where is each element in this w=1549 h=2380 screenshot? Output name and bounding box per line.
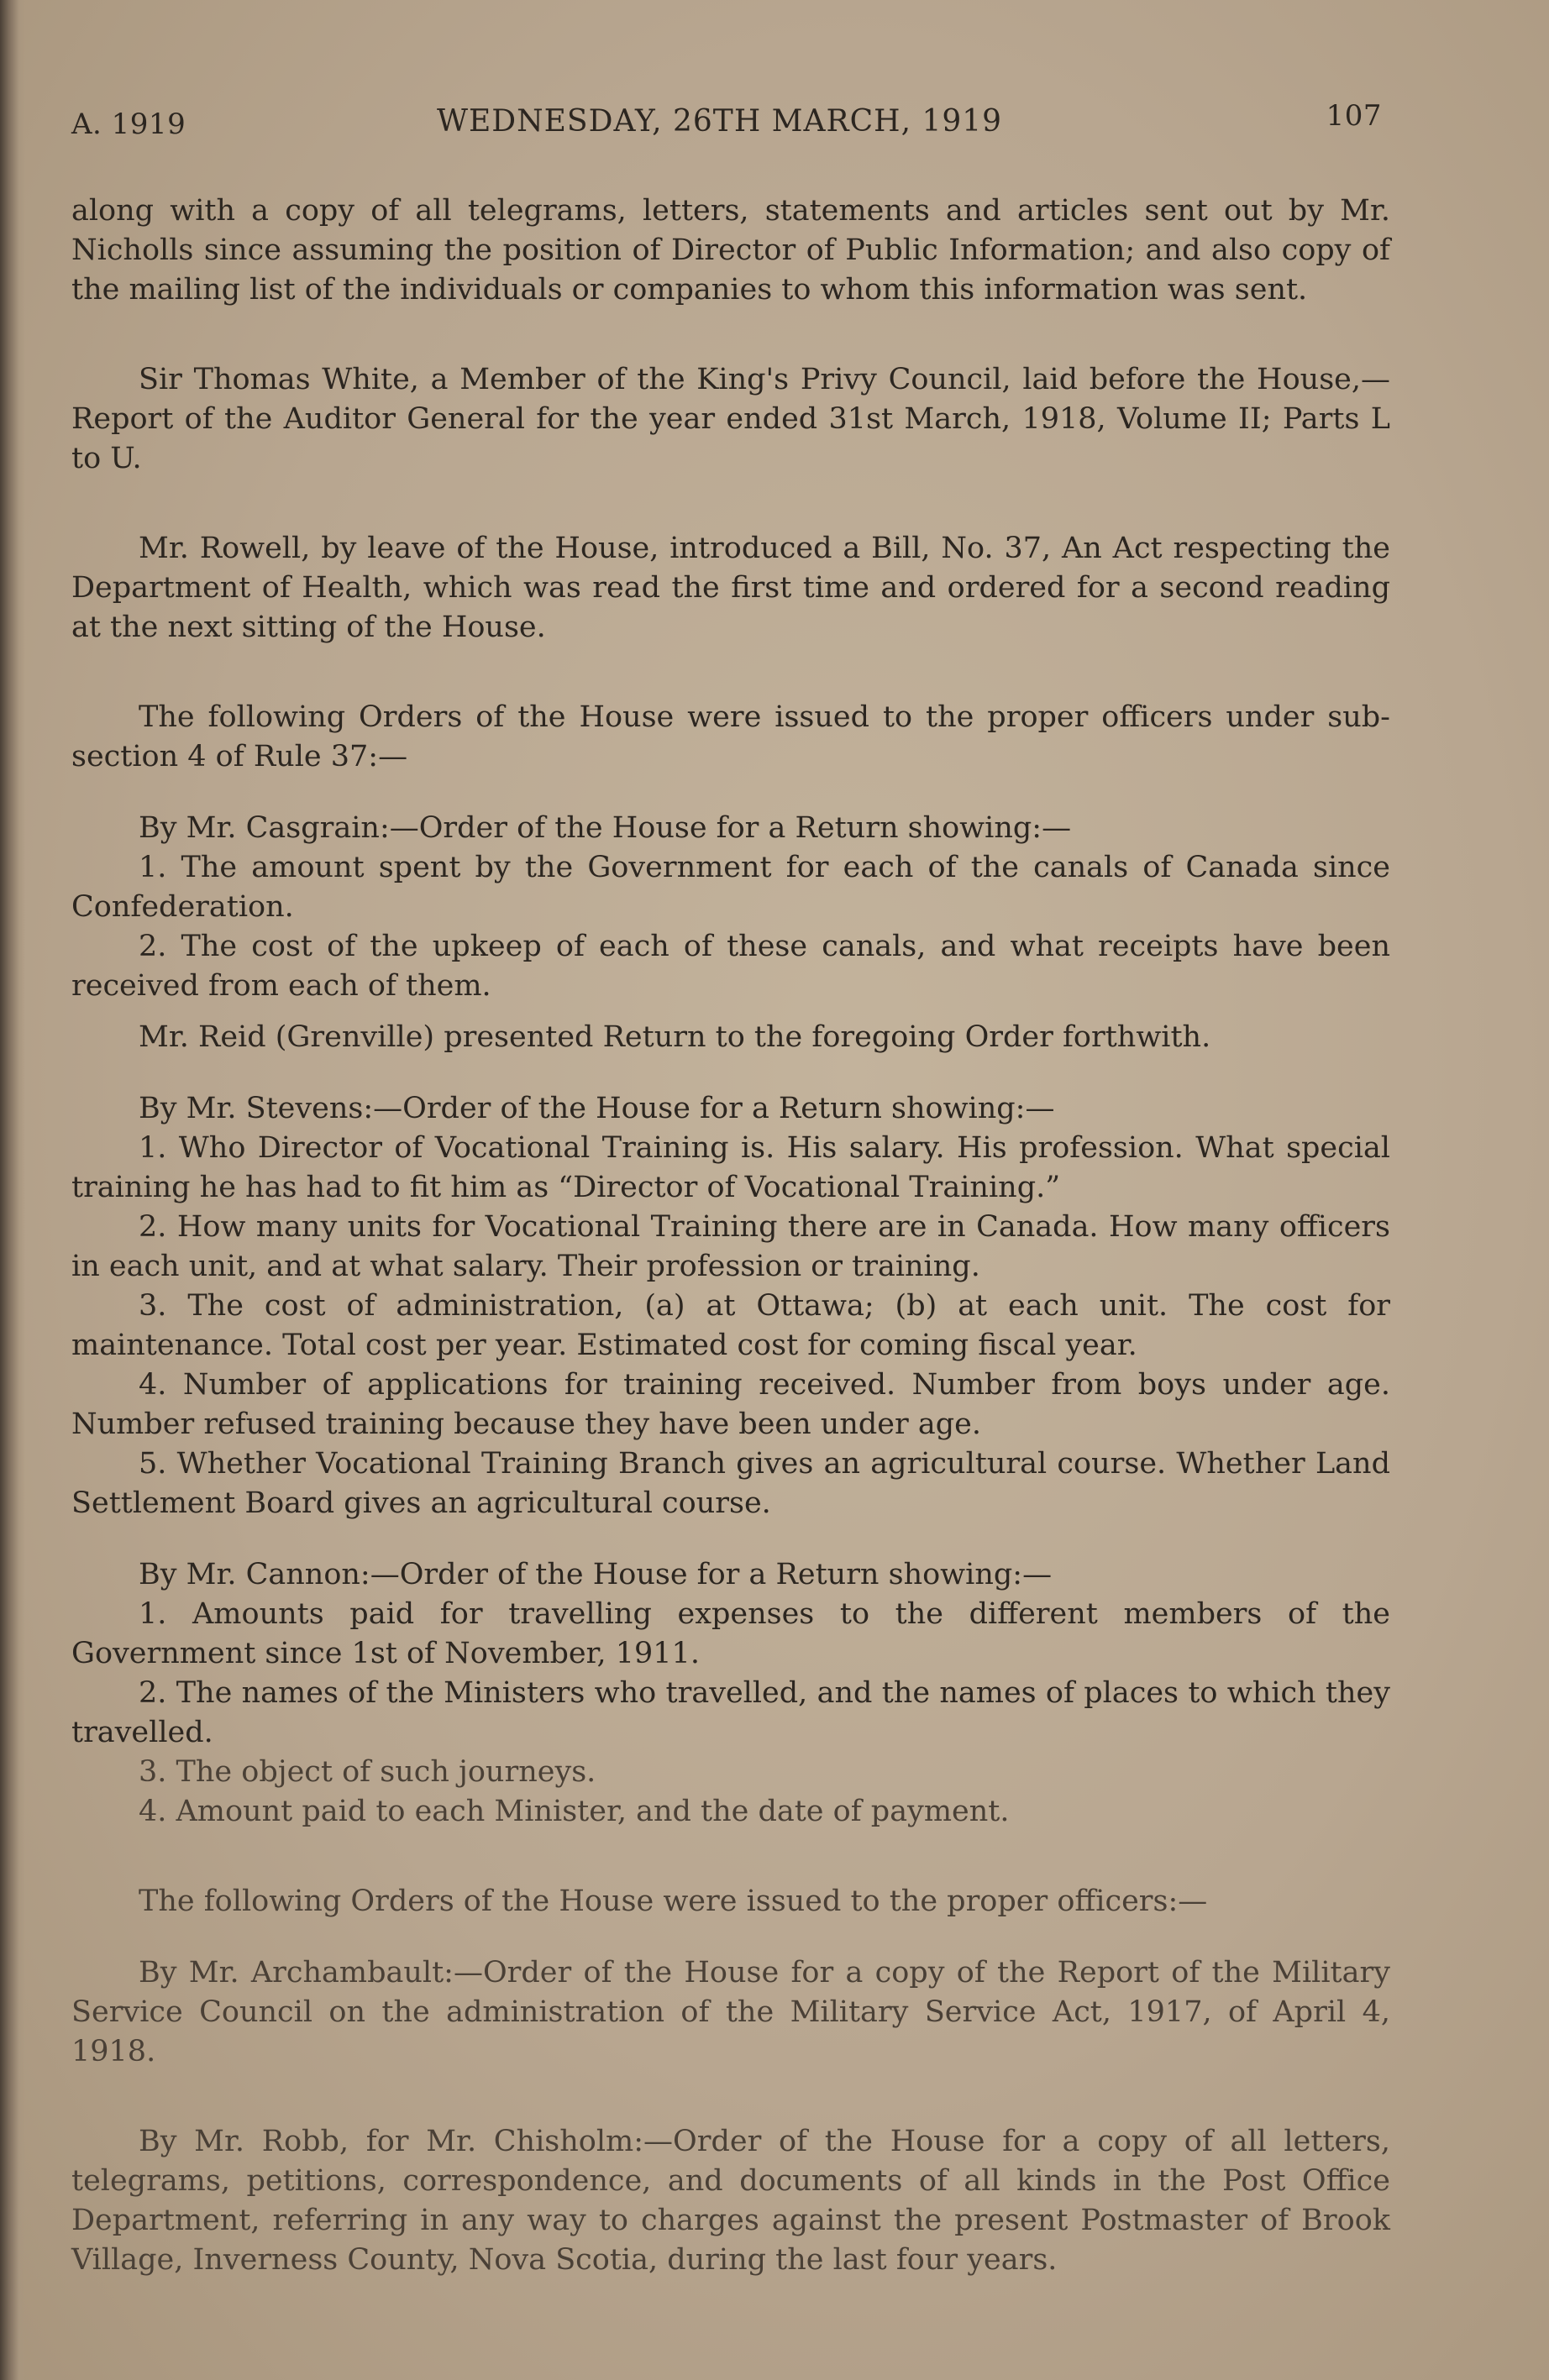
cannon-item: 4. Amount paid to each Minister, and the date of payment. (139, 1795, 1010, 1828)
binding-edge (0, 0, 25, 2380)
white-report-paragraph: Sir Thomas White, a Member of the King's Privy Council, laid before the House,—Report of the Auditor General for the year ended 31st March, 1918, Volume II; Parts L to U. (71, 363, 1390, 475)
stevens-item: 3. The cost of administration, (a) at Ottawa; (b) at each unit. The cost for maintenance. Total cost per year. Estimated cost for coming fiscal year. (71, 1289, 1390, 1362)
reid-return-paragraph: Mr. Reid (Grenville) presented Return to the foregoing Order forthwith. (139, 1020, 1211, 1054)
page-body (71, 191, 1390, 2280)
header-date: WEDNESDAY, 26TH MARCH, 1919 (437, 104, 1003, 139)
casgrain-item: 1. The amount spent by the Government for each of the canals of Canada since Confederation. (71, 851, 1390, 924)
page-number: 107 (1326, 99, 1382, 133)
stevens-order-intro: By Mr. Stevens:—Order of the House for a Return showing:— (139, 1092, 1055, 1125)
stevens-item: 4. Number of applications for training received. Number from boys under age. Number refused training because they have been under age. (71, 1368, 1390, 1441)
casgrain-order-intro: By Mr. Casgrain:—Order of the House for a Return showing:— (139, 811, 1072, 845)
cannon-item: 3. The object of such journeys. (139, 1755, 596, 1789)
page-header (71, 99, 1382, 149)
orders-second-intro: The following Orders of the House were issued to the proper officers:— (139, 1885, 1208, 1918)
archambault-order: By Mr. Archambault:—Order of the House for a copy of the Report of the Military Service Council on the administration of the Military Service Act, 1917, of April 4, 1918. (71, 1956, 1390, 2068)
stevens-item: 2. How many units for Vocational Training there are in Canada. How many officers in each unit, and at what salary. Their profession or training. (71, 1210, 1390, 1283)
casgrain-item: 2. The cost of the upkeep of each of these canals, and what receipts have been received from each of them. (71, 930, 1390, 1003)
cannon-item: 2. The names of the Ministers who travelled, and the names of places to which they travelled. (71, 1676, 1390, 1749)
year-label: A. 1919 (71, 107, 186, 141)
cannon-order-intro: By Mr. Cannon:—Order of the House for a Return showing:— (139, 1558, 1053, 1591)
stevens-item: 1. Who Director of Vocational Training is. His salary. His profession. What special training he has had to fit him as “Director of Vocational Training.” (71, 1131, 1390, 1204)
cannon-item: 1. Amounts paid for travelling expenses to the different members of the Government since 1st of November, 1911. (71, 1597, 1390, 1670)
rowell-bill-paragraph: Mr. Rowell, by leave of the House, introduced a Bill, No. 37, An Act respecting the Department of Health, which was read the first time and ordered for a second reading at the next sitting of the House. (71, 532, 1390, 644)
orders-intro-paragraph: The following Orders of the House were issued to the proper officers under sub-section 4 of Rule 37:— (71, 700, 1390, 773)
stevens-item: 5. Whether Vocational Training Branch gives an agricultural course. Whether Land Settlement Board gives an agricultural course. (71, 1447, 1390, 1520)
robb-order: By Mr. Robb, for Mr. Chisholm:—Order of the House for a copy of all letters, telegrams, petitions, correspondence, and documents of all kinds in the Post Office Department, referring in any way to charges against the present Postmaster of Brook Village, Inverness County, Nova Scotia, during the last four years. (71, 2125, 1390, 2277)
continued-paragraph: along with a copy of all telegrams, letters, statements and articles sent out by Mr. Nicholls since assuming the position of Director of Public Information; and also copy of the mailing list of the individuals or companies to whom this information was sent. (71, 194, 1390, 307)
